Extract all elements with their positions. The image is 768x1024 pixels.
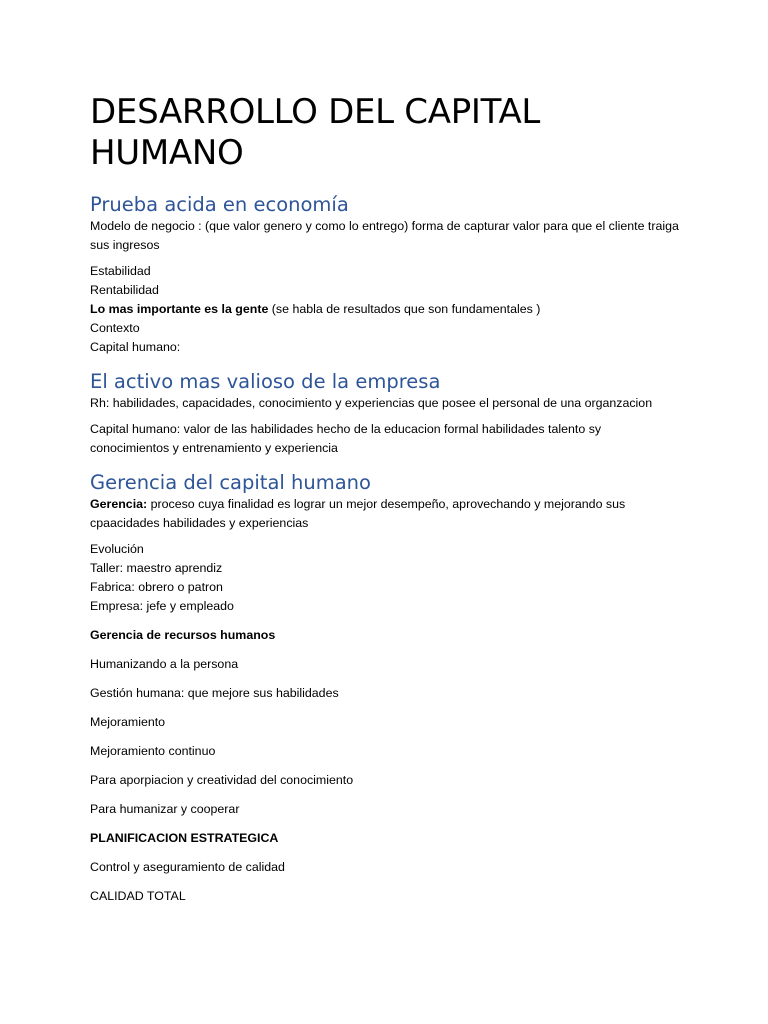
line-rentabilidad: Rentabilidad [90,283,159,297]
paragraph-humanizar: Para humanizar y cooperar [90,802,240,816]
paragraph-aporpiacion: Para aporpiacion y creatividad del conocimiento [90,773,354,787]
heading-gerencia-capital: Gerencia del capital humano [90,471,371,494]
line-empresa: Empresa: jefe y empleado [90,599,234,613]
document-page [90,92,680,906]
paragraph-planificacion [90,829,680,848]
heading-activo-valioso: El activo mas valioso de la empresa [90,370,441,393]
paragraph-humanizando: Humanizando a la persona [90,657,239,671]
paragraph-mejoramiento: Mejoramiento [90,715,166,729]
paragraph-rh: Rh: habilidades, capacidades, conocimiento y experiencias que posee el personal de una organzacion [90,396,653,410]
paragraph-gerencia-rrhh [90,626,680,645]
list-block-1 [90,262,680,357]
paragraph-calidad-total: CALIDAD TOTAL [90,889,186,903]
paragraph-mejoramiento-continuo: Mejoramiento continuo [90,744,216,758]
line-contexto: Contexto [90,321,140,335]
bold-gerencia: Gerencia: [90,497,148,511]
heading-prueba-acida: Prueba acida en economía [90,193,349,216]
text-gerencia-def: proceso cuya finalidad es lograr un mejor desempeño, aprovechando y mejorando sus cpaacidades habilidades y experiencias [90,497,626,530]
line-lo-mas-importante [90,300,680,319]
line-fabrica: Fabrica: obrero o patron [90,580,223,594]
line-capital-humano: Capital humano: [90,340,181,354]
bold-lo-mas-importante: Lo mas importante es la gente [90,302,269,316]
paragraph-control-calidad: Control y aseguramiento de calidad [90,860,285,874]
line-estabilidad: Estabilidad [90,264,151,278]
bold-gerencia-rrhh: Gerencia de recursos humanos [90,628,276,642]
paragraph-gerencia [90,495,680,533]
line-taller: Taller: maestro aprendiz [90,561,223,575]
paragraph-capital-humano: Capital humano: valor de las habilidades hecho de la educacion formal habilidades talento sy conocimientos y entrenamiento y experiencia [90,422,602,455]
line-evolucion: Evolución [90,542,144,556]
bold-planificacion: PLANIFICACION ESTRATEGICA [90,831,279,845]
text-resultados: (se habla de resultados que son fundamentales ) [268,302,541,316]
paragraph-gestion-humana: Gestión humana: que mejore sus habilidades [90,686,339,700]
list-block-evolucion [90,540,680,616]
document-title: DESARROLLO DEL CAPITAL HUMANO [90,92,541,173]
paragraph-modelo-negocio: Modelo de negocio : (que valor genero y como lo entrego) forma de capturar valor para que el cliente traiga sus ingresos [90,219,679,252]
